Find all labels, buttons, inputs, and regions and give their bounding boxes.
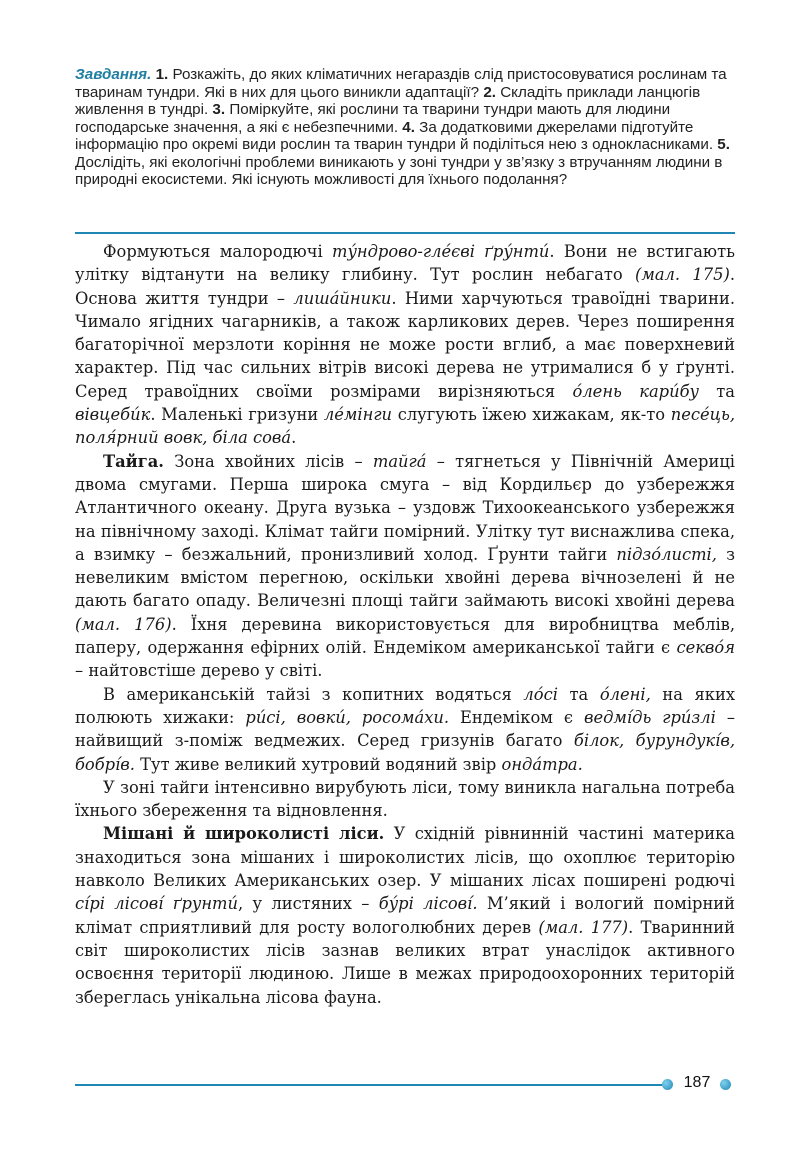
paragraph-mixed-forests [75,822,735,1008]
section-heading: Тайга. [103,451,164,471]
term: вівцеби́к [75,405,151,425]
task-block [75,66,735,189]
term: о́лень кари́бу [572,381,699,401]
task-number: 4. [402,118,415,136]
term: о́лені, [599,684,651,704]
text-run: Тут живе великий хутровий водяний звір [134,754,502,774]
paragraph-taiga [75,450,735,683]
text-run: . Основа життя тундри – [75,265,735,308]
task-number: 2. [483,83,496,101]
text-run: . Вони не встигають улітку відтанути на велику глибину. Тут рослин небагато [75,242,735,285]
term: підзо́листі, [616,544,717,564]
task-text: Складіть приклади ланцюгів живлення в тундрі. [75,83,701,118]
figure-ref: (мал. 175) [634,265,730,285]
term: білок, бурундукі́в, бобрі́в. [75,731,735,774]
task-text: Дослідіть, які екологічні проблеми виникають у зоні тундри у зв’язку з втручанням людини в природні екосистеми. Які існують можливості для їхнього подолання? [75,153,723,188]
task-label: Завдання. [75,66,152,83]
task-number: 1. [155,66,169,83]
term: онда́тра. [501,754,583,774]
footer-line [75,1084,662,1086]
text-run: з невеликим вмістом перегною, оскільки хвойні дерева вічнозелені й не дають багато опаду. Величезні площі тайги займають високі хвойні дерева [75,544,735,611]
footer-dot-icon [662,1079,673,1090]
figure-ref: (мал. 176) [75,614,172,634]
text-run: – найтовстіше дерево у світі. [75,661,323,681]
text-run: . Тваринний світ широколистих лісів зазнав великих втрат унаслідок активного освоєння території людиною. Лише в межах природоохоронних територій збереглась унікальна лісова фауна. [75,917,736,1007]
text-run: слугують їжею хижакам, як-то [392,405,671,425]
text-run: на яких полюють хижаки: [75,684,735,727]
text-run: – тягнеться у Північній Америці двома смугами. Перша широка смуга – від Кордильєр до узбережжя Атлантичного океану. Друга вузька – уздовж Тихоокеанського узбережжя на північному заході. Клімат тайги помірний. Улітку тут виснажлива спека, а взимку – безжальний, пронизливий холод. Ґрунти тайги [75,451,735,564]
term: ту́ндрово-гле́єві ґру́нти́ [332,242,550,261]
task-number: 5. [717,136,730,153]
task-text: Поміркуйте, які рослини та тварини тундри мають для людини господарське значення, а які є небезпечними. [75,101,671,136]
text-run: , у листяних – [237,894,379,914]
text-run: У східній рівнинній частині материка знаходиться зона мішаних і широколистих лісів, що охоплює територію навколо Великих Американських озер. У мішаних лісах поширені родючі [75,824,735,891]
text-run: та [557,684,600,704]
task-text: Розкажіть, до яких кліматичних негараздів слід пристосовуватися рослинам та тваринам тундри. Які в них для цього виникли адаптації? [75,66,727,101]
paragraph-taiga-fauna [75,683,735,776]
page-number: 187 [683,1074,711,1091]
text-run: Зона хвойних лісів – [163,451,373,471]
section-heading: Мішані й широколисті ліси. [103,824,385,844]
text-run: . Їхня деревина використовується для виробництва меблів, паперу, одержання ефірних олій. Ендеміком американської тайги є [75,614,735,658]
term: бу́рі лісові́. [378,894,478,914]
paragraph-taiga-logging [75,776,735,823]
term: ведмі́дь гри́злі [584,707,716,727]
text-run: – найвищий з-поміж ведмежих. Серед гризунів багато [75,707,735,751]
main-text [75,240,735,1009]
text-run: та [698,381,735,401]
term: тайга́ [372,451,427,471]
section-divider [75,232,735,234]
footer-dot-icon [720,1079,731,1090]
term: сі́рі лісові́ ґрунти́ [75,894,238,914]
text-run: . Ними харчуються травоїдні тварини. Чимало ягідних чагарників, а також карликових дерев. Через поширення багаторічної мерзлоти коріння не може рости вглиб, а має поверхневий характер. Під час сильних вітрів високі дерева не утрималися б у ґрунті. Серед травоїдних своїми розмірами вирізняються [75,288,735,401]
text-run: . Маленькі гризуни [150,405,324,425]
text-run: Ендеміком є [449,707,584,727]
term: ло́сі [523,684,558,704]
text-run: . [291,428,297,448]
term: ри́сі, вовки́, росома́хи. [245,707,450,727]
task-text: За додатковими джерелами підготуйте інформацію про окремі види рослин та тварин тундри й поділіться нею з однокласниками. [75,118,718,153]
term: лиша́йники [293,288,392,308]
text-run: У зоні тайги інтенсивно вирубують ліси, тому виникла нагальна потреба їхнього збереження та відновлення. [75,777,735,821]
paragraph-tundra-soils [75,240,735,450]
term: ле́мінги [323,405,393,425]
text-run: Формуються малородючі [103,242,332,261]
term: секво́я [676,638,735,658]
text-run: М’який і вологий помірний клімат сприятливий для росту вологолюбних дерев [75,894,736,937]
term: песе́ць, поля́рний вовк, біла сова́ [75,405,736,448]
figure-ref: (мал. 177) [538,917,629,937]
text-run: В американській тайзі з копитних водяться [103,684,524,704]
task-number: 3. [212,101,226,118]
